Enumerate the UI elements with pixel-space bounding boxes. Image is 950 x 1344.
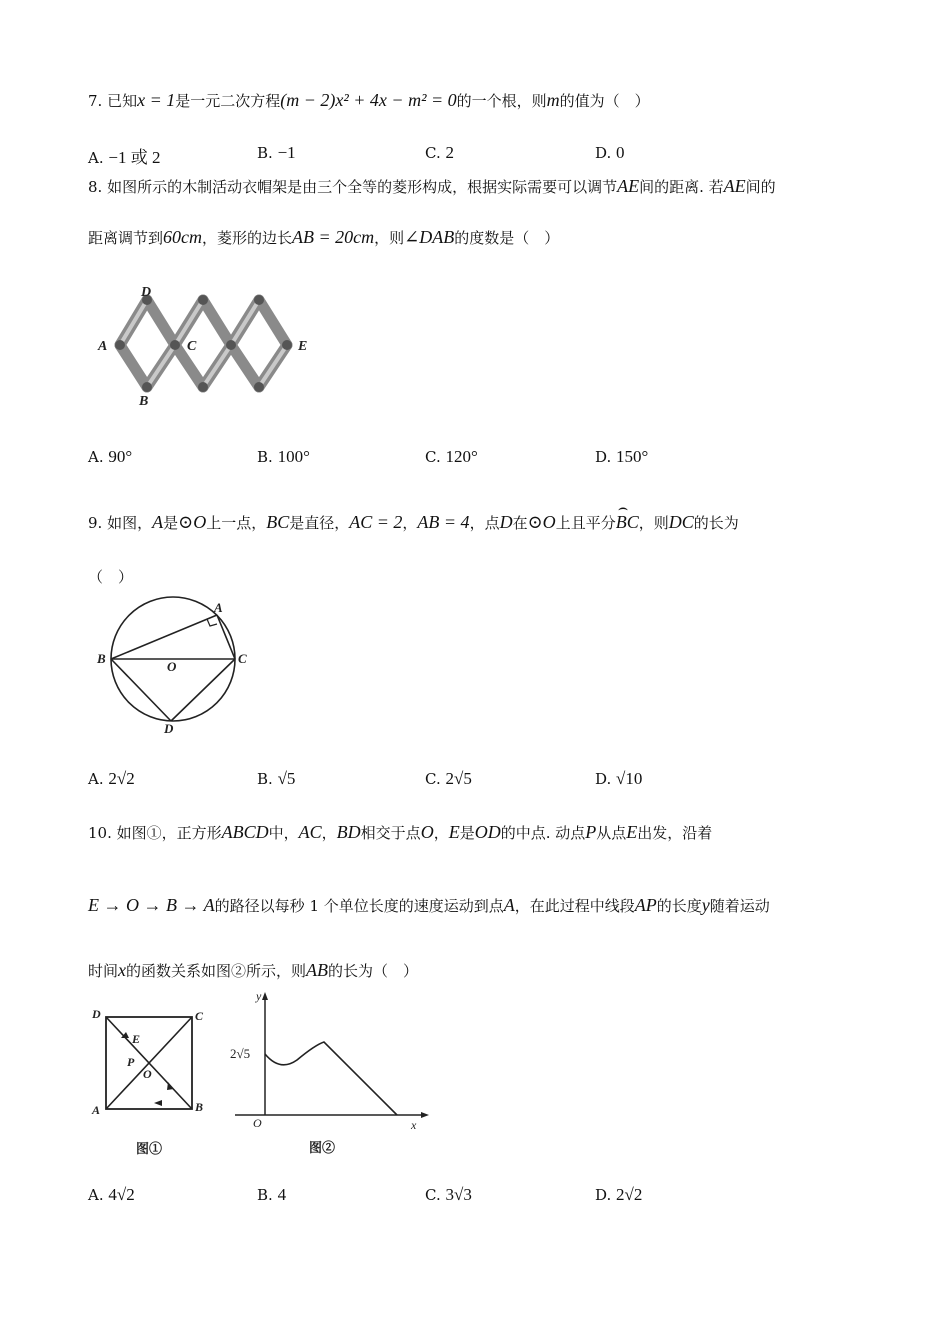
label-d: D [164,721,174,735]
q8-option-a[interactable] [88,447,132,467]
q10-text: 的路径以每秒 1 个单位长度的速度运动到点 [214,897,504,915]
q8-math-ab: AB = 20cm [292,227,375,247]
label-b: B [195,1100,204,1114]
q10-text: ， [433,824,449,842]
q10-math: x [118,960,127,980]
option-value: 100° [277,447,310,466]
q7-text: 已知 [107,92,138,110]
q8-text: 的度数是（ ） [454,229,560,247]
q9-text: 的长为 [693,514,739,532]
q10-math: AB [306,960,329,980]
q10-text: 中， [268,824,299,842]
q9-arc-bc [615,498,639,533]
q9-text: ，点 [469,514,500,532]
option-value: √10 [616,769,643,788]
q10-option-b[interactable] [257,1185,286,1205]
q10-option-d[interactable] [595,1185,642,1205]
option-value: √5 [277,769,296,788]
q10-math: ABCD [221,822,269,842]
q7-text: 的一个根，则 [456,92,547,110]
q8-math-ae: AE [723,176,746,196]
q9-text: 上一点， [206,514,267,532]
option-label: B. [257,1186,273,1204]
q9-text: 上且平分 [555,514,616,532]
option-label: D. [595,770,612,788]
origin-label: O [253,1116,262,1130]
q10-text: 随着运动 [709,897,770,915]
q9-math: AB = 4 [417,512,470,532]
y-tick-label: 2√5 [230,1046,251,1061]
q8-math-ae: AE [617,176,640,196]
q10-math: E [448,822,460,842]
option-value: 2√2 [616,1185,643,1204]
option-label: B. [257,448,273,466]
label-o: O [143,1067,152,1081]
q7-equation: (m − 2)x² + 4x − m² = 0 [280,90,457,110]
q8-stem-line2 [88,227,559,248]
q9-math-circle: ⊙O [527,512,556,532]
figure-1-caption: 图① [136,1141,163,1156]
q10-math: OD [474,822,501,842]
q8-text: 距离调节到 [88,229,164,247]
q10-math: O [420,822,434,842]
q8-stem-line1 [88,176,776,197]
option-value: 2√2 [108,769,135,788]
option-label: C. [425,144,441,162]
option-label: A. [88,448,104,466]
q8-text: 间的 [745,178,776,196]
option-value: 120° [445,447,478,466]
q8-option-d[interactable] [595,447,648,467]
q10-text: 10. 如图①，正方形 [88,824,222,842]
label-p: P [127,1055,135,1069]
q9-text: 9. 如图， [88,514,153,532]
option-label: B. [257,770,273,788]
label-a: A [98,339,108,354]
label-o: O [167,659,177,674]
q9-option-c[interactable] [425,769,472,789]
option-value: 2√5 [445,769,472,788]
q10-text: 的中点. 动点 [500,824,586,842]
q7-math-m: m [546,90,560,110]
label-e: E [132,1032,141,1046]
option-value: −1 或 2 [108,148,161,167]
axis-x-label: x [411,1118,417,1132]
q9-text: 是 [163,514,179,532]
q9-text: ， [402,514,418,532]
option-label: D. [595,448,612,466]
q9-option-b[interactable] [257,769,295,789]
option-value: 4√2 [108,1185,135,1204]
option-value: 150° [616,447,649,466]
q9-option-d[interactable] [595,769,642,789]
q7-text: 是一元二次方程 [175,92,281,110]
q10-math: P [585,822,597,842]
q10-text: 相交于点 [360,824,421,842]
label-b: B [97,651,106,666]
q9-stem [88,498,739,533]
q9-answer-paren: （ ） [88,568,134,586]
q8-text: ，则 [374,229,405,247]
q8-text: 8. 如图所示的木制活动衣帽架是由三个全等的菱形构成，根据实际需要可以调节 [88,178,618,196]
q7-stem [88,90,650,111]
option-value: 0 [616,143,625,162]
q10-text: 时间 [88,962,119,980]
q10-math: A [503,895,515,915]
rack-bars [120,300,287,387]
q7-text: 的值为（ ） [559,92,650,110]
q9-math: BC [615,512,639,532]
option-label: A. [88,770,104,788]
option-label: B. [257,144,273,162]
q8-option-c[interactable] [425,447,478,467]
option-label: A. [88,1186,104,1204]
option-label: D. [595,1186,612,1204]
option-label: D. [595,144,612,162]
q10-stem-line1 [88,822,712,843]
q10-stem-line2 [88,895,770,916]
q7-option-d[interactable] [595,143,625,163]
q10-text: 是 [459,824,475,842]
option-value: 3√3 [445,1185,472,1204]
q9-math: A [152,512,164,532]
label-d: D [141,285,152,300]
q8-option-b[interactable] [257,447,310,467]
q9-text: 是直径， [289,514,350,532]
q10-stem-line3 [88,960,418,981]
q9-text: ，则 [638,514,669,532]
q8-text: 间的距离. 若 [639,178,724,196]
q10-path: E → O → B → A [88,895,215,915]
q10-math: BD [336,822,361,842]
q8-coat-rack-figure [95,282,325,410]
q8-math-60cm: 60cm [163,227,203,247]
q7-math-x: x = 1 [137,90,176,110]
option-value: −1 [277,143,296,162]
label-c: C [195,1009,204,1023]
option-label: C. [425,1186,441,1204]
q9-math: AC = 2 [349,512,403,532]
q10-square-figure [88,1005,218,1165]
option-value: 90° [108,447,133,466]
q7-option-a[interactable] [88,143,160,168]
q10-text: 的函数关系如图②所示，则 [126,962,307,980]
label-a: A [92,1103,101,1117]
q9-text: 在 [512,514,528,532]
q8-math-angle: ∠DAB [404,227,455,247]
q7-option-b[interactable] [257,143,296,163]
q7-option-c[interactable] [425,143,454,163]
q10-math: AP [634,895,657,915]
q10-text: 从点 [596,824,627,842]
q9-circle-figure [95,595,255,735]
q10-option-c[interactable] [425,1185,472,1205]
label-e: E [298,339,308,354]
q9-math: DC [668,512,694,532]
option-label: A. [88,149,104,167]
q10-graph-figure [225,990,435,1160]
figure-2-caption: 图② [309,1140,336,1155]
q8-text: ，菱形的边长 [202,229,293,247]
label-c: C [187,339,197,354]
function-curve [265,1042,397,1115]
option-label: C. [425,770,441,788]
q10-text: 的长度 [656,897,702,915]
q10-text: ，在此过程中线段 [514,897,635,915]
q10-text: ， [321,824,337,842]
q10-math: AC [298,822,322,842]
label-b: B [139,394,149,409]
q9-math: D [499,512,513,532]
label-c: C [238,651,247,666]
q9-math: BC [266,512,290,532]
q10-text: 的长为（ ） [328,962,419,980]
label-a: A [214,600,223,615]
arc-mark: ⌢ [617,498,629,517]
label-d: D [92,1007,101,1021]
q10-math: y [701,895,710,915]
q7-number: 7. [88,92,103,110]
q9-option-a[interactable] [88,769,135,789]
option-value: 4 [277,1185,287,1204]
q10-text: 出发，沿着 [637,824,713,842]
option-value: 2 [445,143,454,162]
axis-y-label: y [256,990,262,1003]
option-label: C. [425,448,441,466]
q9-math-circle: ⊙O [178,512,207,532]
q10-option-a[interactable] [88,1185,135,1205]
q10-math: E [626,822,638,842]
